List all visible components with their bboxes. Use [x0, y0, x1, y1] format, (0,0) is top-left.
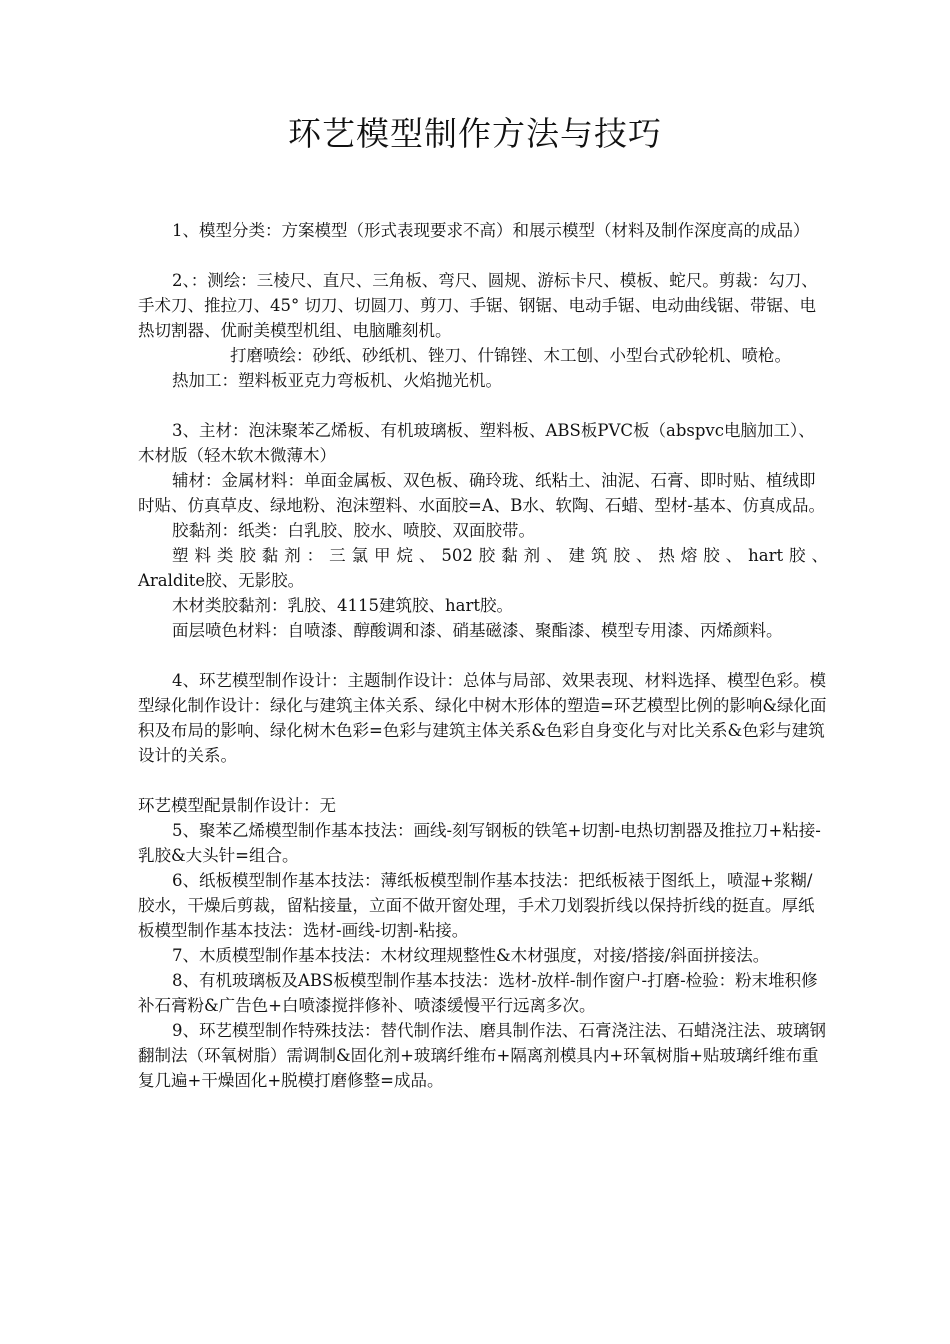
- paragraph-auxiliary-materials: 辅材：金属材料：单面金属板、双色板、确玲珑、纸粘土、油泥、石膏、即时贴、植绒即时贴、仿真草皮、绿地粉、泡沫塑料、水面胶=A、B水、软陶、石蜡、型材-基本、仿真成品。: [138, 471, 825, 515]
- paragraph-special-techniques: 9、环艺模型制作特殊技法：替代制作法、磨具制作法、石膏浇注法、石蜡浇注法、玻璃钢翻制法（环氧树脂）需调制&固化剂+玻璃纤维布+隔离剂模具内+环氧树脂+贴玻璃纤维布重复几遍+干燥固化+脱模打磨修整=成品。: [138, 1021, 826, 1090]
- paragraph-tools-heat: 热加工：塑料板亚克力弯板机、火焰抛光机。: [172, 371, 502, 390]
- paragraph-cardboard-technique: 6、纸板模型制作基本技法：薄纸板模型制作基本技法：把纸板裱于图纸上，喷湿+浆糊/胶水，干燥后剪裁，留粘接量，立面不做开窗处理，手术刀划裂折线以保持折线的挺直。厚纸板模型制作基本技法：选材-画线-切割-粘接。: [138, 871, 815, 940]
- document-body: [138, 218, 828, 1093]
- document-title: 环艺模型制作方法与技巧: [288, 114, 662, 153]
- paragraph-adhesives-paper: 胶黏剂：纸类：白乳胶、胶水、喷胶、双面胶带。: [172, 521, 535, 540]
- paragraph-surface-paints: 面层喷色材料：自喷漆、醇酸调和漆、硝基磁漆、聚酯漆、模型专用漆、丙烯颜料。: [172, 621, 783, 640]
- paragraph-main-materials: 3、主材：泡沫聚苯乙烯板、有机玻璃板、塑料板、ABS板PVC板（abspvc电脑加工）、木材版（轻木软木微薄木）: [138, 421, 815, 465]
- paragraph-wood-technique: 7、木质模型制作基本技法：木材纹理规整性&木材强度，对接/搭接/斜面拼接法。: [172, 946, 770, 965]
- paragraph-tools-sanding: 打磨喷绘：砂纸、砂纸机、锉刀、什锦锉、木工刨、小型台式砂轮机、喷枪。: [230, 346, 791, 365]
- paragraph-acrylic-abs-technique: 8、有机玻璃板及ABS板模型制作基本技法：选材-放样-制作窗户-打磨-检验：粉末堆积修补石膏粉&广告色+白喷漆搅拌修补、喷漆缓慢平行远离多次。: [138, 971, 818, 1015]
- paragraph-scenery-design: 环艺模型配景制作设计：无: [138, 796, 336, 815]
- paragraph-adhesives-plastic-line1: 塑料类胶黏剂：三氯甲烷、502胶黏剂、建筑胶、热熔胶、hart胶、: [172, 546, 828, 565]
- paragraph-model-classification: 1、模型分类：方案模型（形式表现要求不高）和展示模型（材料及制作深度高的成品）: [172, 221, 810, 240]
- paragraph-model-design: 4、环艺模型制作设计：主题制作设计：总体与局部、效果表现、材料选择、模型色彩。模型绿化制作设计：绿化与建筑主体关系、绿化中树木形体的塑造=环艺模型比例的影响&绿化面积及布局的影响、绿化树木色彩=色彩与建筑主体关系&色彩自身变化与对比关系&色彩与建筑设计的关系。: [138, 671, 827, 765]
- paragraph-polystyrene-technique: 5、聚苯乙烯模型制作基本技法：画线-刻写钢板的铁笔+切割-电热切割器及推拉刀+粘接-乳胶&大头针=组合。: [138, 821, 821, 865]
- paragraph-tools-measuring-cutting: 2、：测绘：三棱尺、直尺、三角板、弯尺、圆规、游标卡尺、模板、蛇尺。剪裁：勾刀、手术刀、推拉刀、45° 切刀、切圆刀、剪刀、手锯、钢锯、电动手锯、电动曲线锯、带锯、电热切割器、优耐美模型机组、电脑雕刻机。: [138, 271, 818, 340]
- paragraph-adhesives-wood: 木材类胶黏剂：乳胶、4115建筑胶、hart胶。: [172, 596, 513, 615]
- paragraph-adhesives-plastic-line2: Araldite胶、无影胶。: [138, 571, 305, 590]
